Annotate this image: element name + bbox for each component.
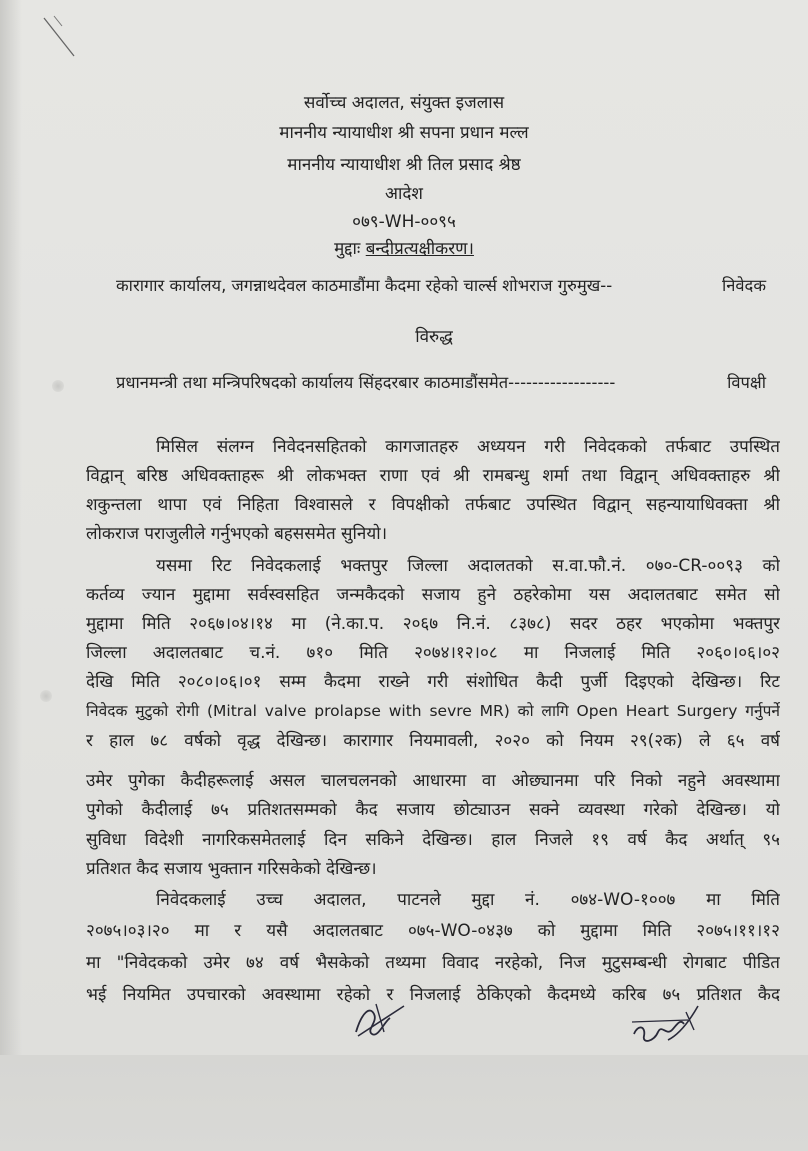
paragraph-line: मुद्दामा मिति २०६७।०४।१४ मा (ने.का.प. २०६७ नि.नं. ८३७८) सदर ठहर भएकोमा भक्तपुर (86, 614, 780, 634)
paragraph-line: २०७५।०३।२० मा र यसै अदालतबाट ०७५-WO-०४३७ को मुद्दामा मिति २०७५।११।१२ (86, 921, 780, 941)
petitioner-role: निवेदक (721, 276, 766, 295)
subject-label: मुद्दाः (334, 239, 361, 259)
paragraph-line: मा "निवेदकको उमेर ७४ वर्ष भैसकेको तथ्यमा विवाद नरहेको, निज मुटुसम्बन्धी रोगबाट पीडित (86, 953, 780, 973)
case-subject (0, 236, 808, 259)
punch-hole-mark (52, 380, 64, 392)
punch-hole-mark (40, 690, 52, 702)
respondent-role: विपक्षी (727, 373, 766, 392)
paragraph-line: निवेदक मुटुको रोगी (Mitral valve prolapse with sevre MR) को लागि Open Heart Surgery गर्नुपर्ने (86, 702, 780, 720)
subject-value: बन्दीप्रत्यक्षीकरण। (365, 239, 474, 259)
paragraph-line: देखि मिति २०८०।०६।०१ सम्म कैदमा राख्ने गरी संशोधित कैदी पुर्जी दिइएको देखिन्छ। रिट (86, 672, 780, 692)
paragraph-line: यसमा रिट निवेदकलाई भक्तपुर जिल्ला अदालतको स.वा.फौ.नं. ०७०-CR-००९३ को (156, 556, 780, 576)
petitioner-line (116, 273, 766, 296)
order-label: आदेश (385, 184, 423, 204)
respondent-line (116, 370, 766, 393)
paragraph-line: मिसिल संलग्न निवेदनसहितको कागजातहरु अध्ययन गरी निवेदकको तर्फबाट उपस्थित (156, 437, 780, 457)
paragraph-line: सुविधा विदेशी नागरिकसमेतलाई दिन सकिने देखिन्छ। हाल निजले १९ वर्ष कैद अर्थात् ९५ (86, 830, 780, 850)
respondent-text: प्रधानमन्त्री तथा मन्त्रिपरिषदको कार्यालय सिंहदरबार काठमाडौंसमेत------------------ (116, 373, 616, 392)
paragraph-line: शकुन्तला थापा एवं निहिता विश्वासले र विपक्षीको तर्फबाट उपस्थित विद्वान् सहन्यायाधिवक्ता श्री (86, 495, 780, 515)
paragraph-line: कर्तव्य ज्यान मुद्दामा सर्वस्वसहित जन्मकैदको सजाय हुने ठहरेकोमा यस अदालतबाट समेत सो (86, 585, 780, 605)
court-name: सर्वोच्च अदालत, संयुक्त इजलास (303, 93, 505, 113)
paragraph-line: पुगेको कैदीलाई ७५ प्रतिशतसम्मको कैद सजाय छोट्याउन सक्ने व्यवस्था गरेको देखिन्छ। यो (86, 800, 780, 820)
paragraph-line: प्रतिशत कैद सजाय भुक्तान गरिसकेको देखिन्छ। (86, 859, 377, 879)
paragraph-line: उमेर पुगेका कैदीहरूलाई असल चालचलनको आधारमा वा ओछ्यानमा परि निको नहुने अवस्थामा (86, 771, 780, 791)
handwritten-signature (348, 992, 412, 1044)
paragraph-line: लोकराज पराजुलीले गर्नुभएको बहससमेत सुनियो। (86, 524, 388, 544)
versus-label: विरुद्ध (415, 327, 453, 347)
paragraph-line: निवेदकलाई उच्च अदालत, पाटनले मुद्दा नं. ०७४-WO-१००७ मा मिति (156, 890, 780, 910)
judge-name: माननीय न्यायाधीश श्री तिल प्रसाद श्रेष्ठ (287, 155, 521, 175)
paragraph-line: जिल्ला अदालतबाट च.नं. ७१० मिति २०७४।१२।०८ मा निजलाई मिति २०६०।०६।०२ (86, 643, 780, 663)
paragraph-line: र हाल ७८ वर्षको वृद्ध देखिन्छ। कारागार नियमावली, २०२० को नियम २९(२क) ले ६५ वर्ष (86, 731, 780, 751)
petitioner-text: कारागार कार्यालय, जगन्नाथदेवल काठमाडौंमा कैदमा रहेको चार्ल्स शोभराज गुरुमुख-- (116, 276, 613, 295)
judge-name: माननीय न्यायाधीश श्री सपना प्रधान मल्ल (279, 123, 529, 143)
handwritten-signature (628, 1000, 708, 1052)
scan-background-strip (0, 1055, 808, 1151)
paragraph-line: विद्वान् बरिष्ठ अधिवक्ताहरू श्री लोकभक्त राणा एवं श्री रामबन्धु शर्मा तथा विद्वान् अधिवक्ताहरु श्री (86, 466, 780, 486)
pencil-tick-mark (40, 12, 80, 62)
paragraph-line: भई नियमित उपचारको अवस्थामा रहेको र निजलाई ठेकिएको कैदमध्ये करिब ७५ प्रतिशत कैद (86, 985, 780, 1005)
case-number: ०७९-WH-००९५ (352, 212, 456, 232)
